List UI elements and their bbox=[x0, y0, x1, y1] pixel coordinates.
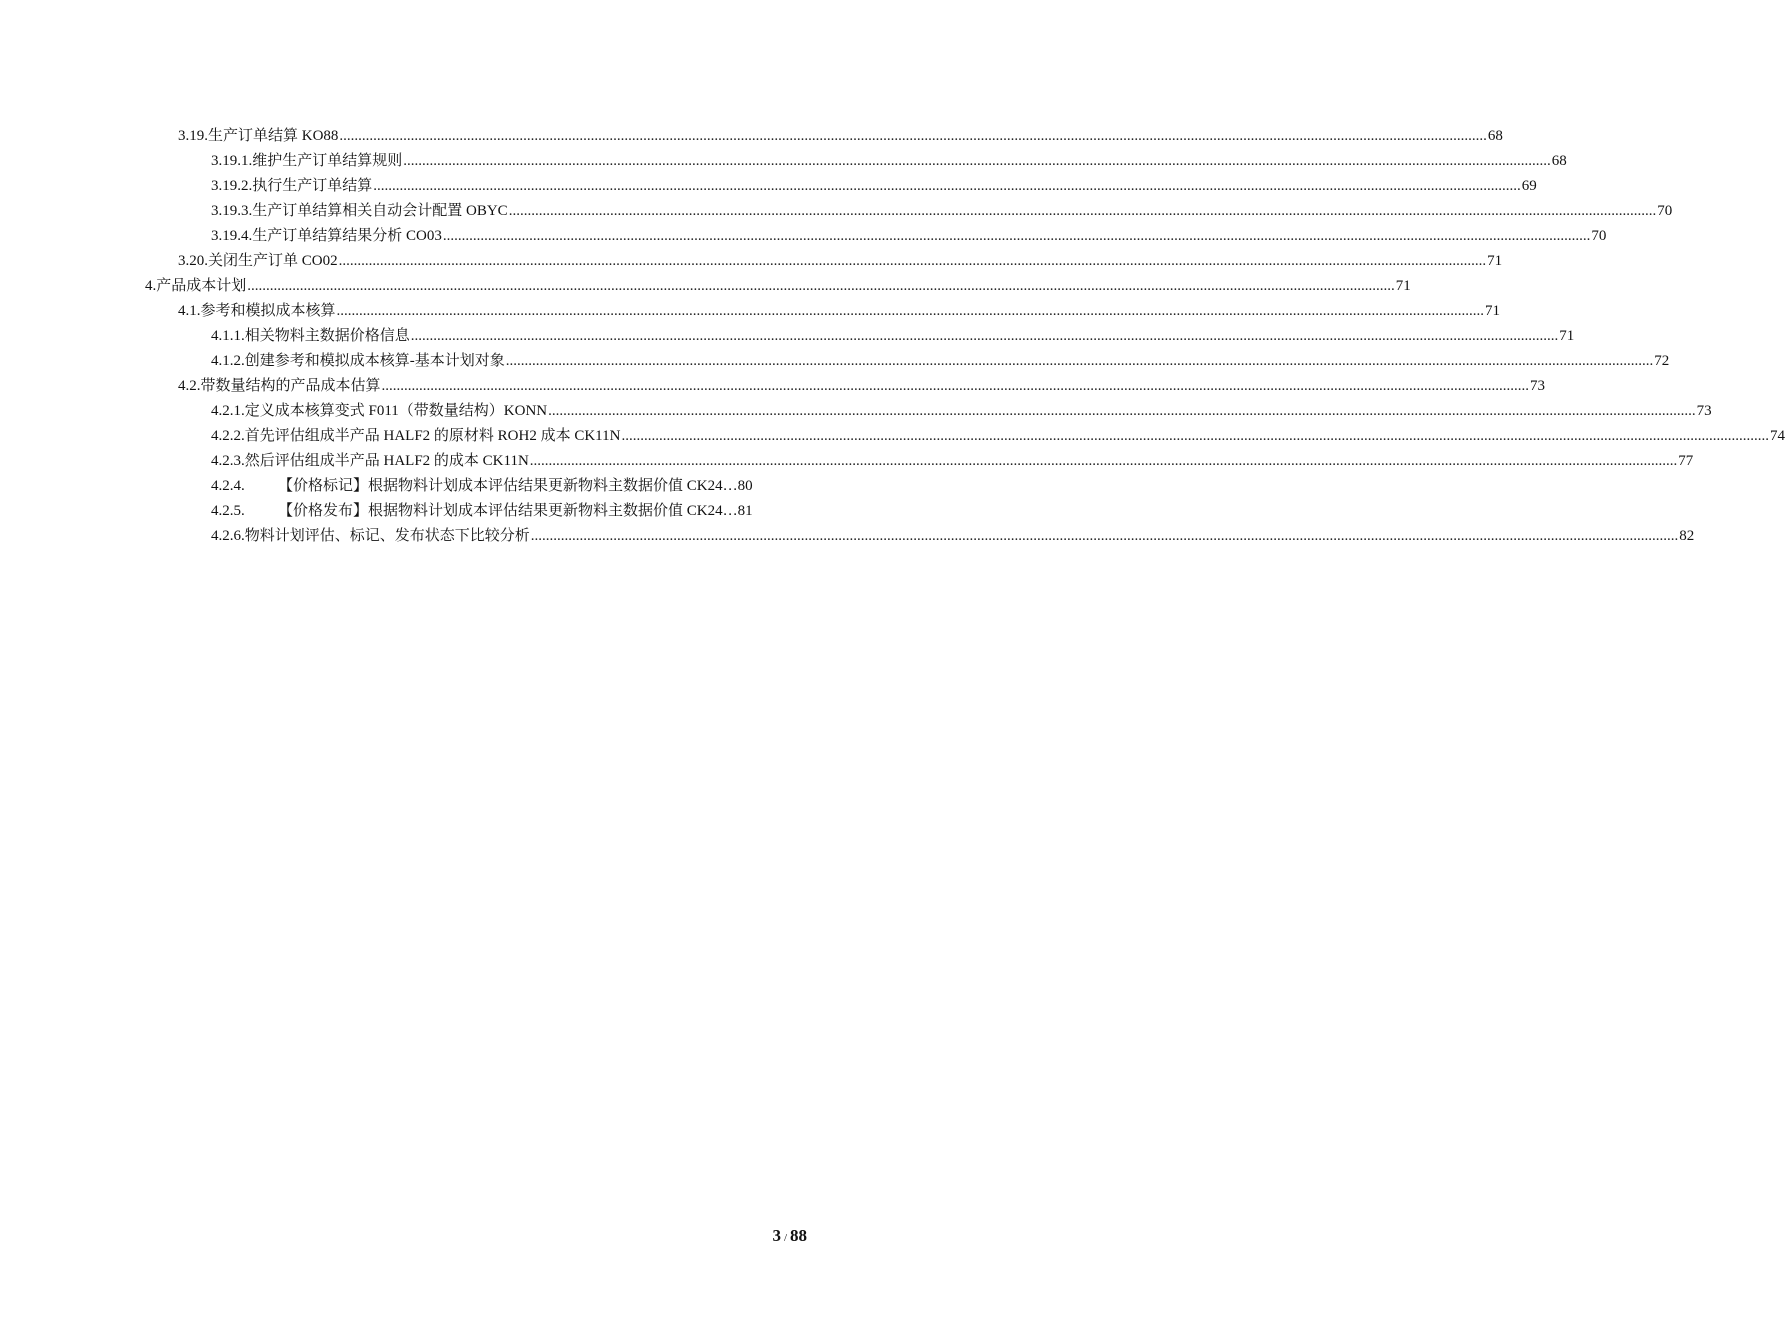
toc-number: 3.19.3. bbox=[211, 203, 253, 219]
toc-leader bbox=[337, 299, 1485, 323]
toc-entry[interactable] bbox=[211, 449, 1694, 473]
toc-leader bbox=[531, 524, 1679, 548]
toc-page-number: 70 bbox=[1657, 203, 1673, 219]
toc-leader bbox=[339, 249, 1487, 273]
toc-number: 4.1. bbox=[178, 303, 201, 319]
toc-leader bbox=[247, 274, 1395, 298]
toc-title: 参考和模拟成本核算 bbox=[200, 303, 336, 319]
toc-number: 4.2.3. bbox=[211, 453, 245, 469]
toc-page-number: 74 bbox=[1769, 428, 1785, 444]
toc-page-number: 73 bbox=[1696, 403, 1712, 419]
toc-entry[interactable] bbox=[211, 224, 1607, 248]
toc-page-number: 82 bbox=[1679, 528, 1695, 544]
toc-number: 3.19. bbox=[178, 128, 208, 144]
toc-leader bbox=[548, 399, 1696, 423]
toc-page-number: 73 bbox=[1530, 378, 1546, 394]
toc-leader bbox=[382, 374, 1530, 398]
toc-leader bbox=[443, 224, 1591, 248]
toc-number: 4.2.5. bbox=[211, 503, 245, 519]
toc-number: 3.19.4. bbox=[211, 228, 253, 244]
toc-number: 4.1.2. bbox=[211, 353, 245, 369]
toc-entry[interactable] bbox=[211, 399, 1712, 423]
toc-entry[interactable] bbox=[178, 374, 1546, 398]
toc-title: 带数量结构的产品成本估算 bbox=[200, 378, 381, 394]
toc-page-number: 72 bbox=[1654, 353, 1670, 369]
toc-page-number: 69 bbox=[1521, 178, 1537, 194]
toc-entry[interactable] bbox=[211, 524, 1695, 548]
toc-page-number: 81 bbox=[737, 503, 753, 519]
toc-entry[interactable] bbox=[178, 249, 1503, 273]
toc-title: 然后评估组成半产品 HALF2 的成本 CK11N bbox=[244, 453, 529, 469]
toc-number: 4.2.2. bbox=[211, 428, 245, 444]
toc-title: 物料计划评估、标记、发布状态下比较分析 bbox=[244, 528, 530, 544]
toc-title: 【价格发布】根据物料计划成本评估结果更新物料主数据价值 CK24… bbox=[278, 503, 738, 519]
toc-page-number: 71 bbox=[1487, 253, 1503, 269]
toc-number: 3.19.1. bbox=[211, 153, 253, 169]
toc-title: 定义成本核算变式 F011（带数量结构）KONN bbox=[244, 403, 548, 419]
toc-title: 生产订单结算结果分析 CO03 bbox=[252, 228, 442, 244]
toc-entry[interactable] bbox=[178, 299, 1501, 323]
page-separator: / bbox=[783, 1232, 787, 1244]
toc-number: 3.20. bbox=[178, 253, 208, 269]
toc-leader bbox=[509, 199, 1657, 223]
toc-entry[interactable] bbox=[211, 349, 1670, 373]
toc-leader bbox=[621, 424, 1769, 448]
toc-entry[interactable] bbox=[211, 324, 1575, 348]
toc-title: 【价格标记】根据物料计划成本评估结果更新物料主数据价值 CK24… bbox=[278, 478, 738, 494]
toc-page-number: 77 bbox=[1678, 453, 1694, 469]
toc-number: 4. bbox=[145, 278, 157, 294]
toc-page-number: 68 bbox=[1487, 128, 1503, 144]
toc-page-number: 68 bbox=[1551, 153, 1567, 169]
toc-entry[interactable] bbox=[211, 199, 1673, 223]
toc-title: 维护生产订单结算规则 bbox=[252, 153, 403, 169]
toc-entry[interactable] bbox=[211, 149, 1567, 173]
total-pages-number: 88 bbox=[790, 1226, 807, 1245]
toc-title: 产品成本计划 bbox=[156, 278, 247, 294]
toc-page-number: 80 bbox=[737, 478, 753, 494]
toc-number: 4.2.1. bbox=[211, 403, 245, 419]
toc-title: 关闭生产订单 CO02 bbox=[208, 253, 338, 269]
toc-entry[interactable] bbox=[145, 274, 1411, 298]
toc-number: 4.2.4. bbox=[211, 478, 245, 494]
toc-title: 首先评估组成半产品 HALF2 的原材料 ROH2 成本 CK11N bbox=[244, 428, 621, 444]
toc-leader bbox=[373, 174, 1521, 198]
toc-number: 3.19.2. bbox=[211, 178, 253, 194]
toc-number: 4.1.1. bbox=[211, 328, 245, 344]
toc-entry[interactable] bbox=[211, 174, 1537, 198]
toc-page-number: 70 bbox=[1591, 228, 1607, 244]
toc-leader bbox=[403, 149, 1551, 173]
toc-leader bbox=[411, 324, 1559, 348]
toc-leader bbox=[506, 349, 1654, 373]
toc-page-number: 71 bbox=[1395, 278, 1411, 294]
toc-entry[interactable] bbox=[211, 474, 806, 498]
toc-leader bbox=[339, 124, 1487, 148]
toc-entry[interactable] bbox=[211, 499, 806, 523]
toc-page-number: 71 bbox=[1485, 303, 1501, 319]
toc-title: 生产订单结算相关自动会计配置 OBYC bbox=[252, 203, 508, 219]
toc-title: 创建参考和模拟成本核算-基本计划对象 bbox=[244, 353, 505, 369]
toc-title: 相关物料主数据价格信息 bbox=[244, 328, 410, 344]
page-footer bbox=[772, 1226, 807, 1246]
toc-entry[interactable] bbox=[178, 124, 1503, 148]
toc-number: 4.2. bbox=[178, 378, 201, 394]
toc-entry[interactable] bbox=[211, 424, 1785, 448]
toc-page-number: 71 bbox=[1559, 328, 1575, 344]
current-page-number: 3 bbox=[772, 1226, 781, 1245]
toc-title: 执行生产订单结算 bbox=[252, 178, 373, 194]
toc-title: 生产订单结算 KO88 bbox=[208, 128, 339, 144]
toc-number: 4.2.6. bbox=[211, 528, 245, 544]
toc-leader bbox=[530, 449, 1678, 473]
